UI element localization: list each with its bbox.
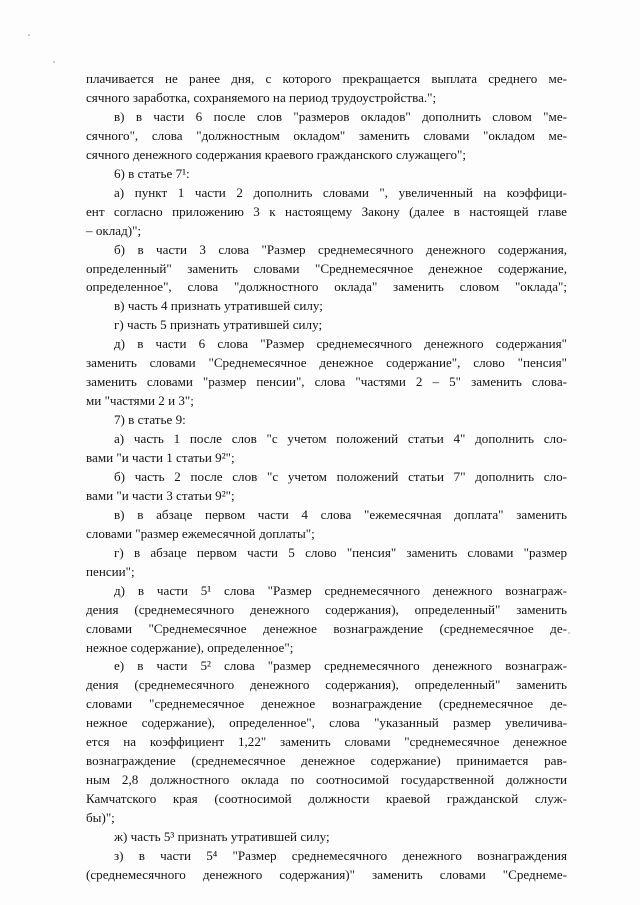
paragraph-line: словами "среднемесячное денежное вознаграждение (среднемесячное де- [86,696,567,712]
text-line [0,562,640,581]
text-line [0,145,640,164]
paragraph-line: дения (среднемесячного денежного содержания), определенный" заменить [86,601,567,617]
text-line [0,410,640,429]
text-line [0,505,640,524]
scan-speck [53,61,55,63]
text-line [0,448,640,467]
paragraph-line: сячного заработка, сохраняемого на период трудоустройства."; [86,89,437,105]
paragraph-line: сячного", слова "должностным окладом" заменить словами "окладом ме- [86,127,567,143]
text-line [0,353,640,372]
paragraph-first-line: 7) в статье 9: [114,412,186,428]
paragraph-line: ент согласно приложению 3 к настоящему Закону (далее в настоящей главе [86,203,567,219]
text-line [0,486,640,505]
paragraph-first-line: б) в части 3 слова "Размер среднемесячного денежного содержания, [114,241,567,257]
text-line [0,202,640,221]
text-line [0,656,640,675]
paragraph-line: вознаграждение (среднемесячное денежное содержание) принимается рав- [86,753,567,769]
scan-speck [28,34,30,36]
paragraph-line: заменить словами "Среднемесячное денежное содержание", слово "пенсия" [86,355,567,371]
text-line [0,600,640,619]
paragraph-first-line: 6) в статье 7¹: [114,165,190,181]
paragraph-line: ется на коэффициент 1,22" заменить словами "среднемесячное денежное [86,734,567,750]
paragraph-first-line: е) в части 5² слова "размер среднемесячного денежного вознаграж- [114,658,567,674]
paragraph-first-line: в) в части 6 после слов "размеров окладов" дополнить словом "ме- [114,108,567,124]
paragraph-line: ми "частями 2 и 3"; [86,393,194,409]
paragraph-line: словами "Среднемесячное денежное вознаграждение (среднемесячное де- [86,620,567,636]
paragraph-first-line: б) часть 2 после слов "с учетом положений статьи 7" дополнить сло- [114,468,567,484]
paragraph-line: заменить словами "размер пенсии", слова "частями 2 – 5" заменить слова- [86,374,567,390]
paragraph-line: вами "и части 1 статьи 9²"; [86,450,235,465]
text-line [0,429,640,448]
text-line [0,827,640,846]
paragraph-first-line: в) в абзаце первом части 4 слова "ежемесячная доплата" заменить [114,506,567,522]
text-line [0,808,640,827]
text-line [0,694,640,713]
paragraph-line: бы)"; [86,810,115,826]
text-line [0,713,640,732]
text-line [0,770,640,789]
paragraph-line: плачивается не ранее дня, с которого прекращается выплата среднего ме- [86,71,567,86]
text-line [0,751,640,770]
paragraph-first-line: з) в части 5⁴ "Размер среднемесячного денежного вознаграждения [114,847,567,863]
paragraph-first-line: в) часть 4 признать утратившей силу; [114,298,323,314]
text-line [0,619,640,638]
paragraph-line: нежное содержание), определенное"; [86,639,294,655]
text-line [0,88,640,107]
paragraph-line: (среднемесячного денежного содержания)" заменить словами "Среднеме- [86,866,567,882]
text-line [0,675,640,694]
text-line [0,581,640,600]
paragraph-first-line: г) часть 5 признать утратившей силу; [114,317,323,333]
text-line [0,259,640,278]
paragraph-line: словами "размер ежемесячной доплаты"; [86,525,315,541]
text-line [0,846,640,865]
text-line [0,183,640,202]
text-line [0,221,640,240]
text-line [0,296,640,315]
text-line [0,789,640,808]
text-line [0,467,640,486]
text-line [0,69,640,88]
text-line [0,126,640,145]
text-line [0,865,640,884]
text-line [0,372,640,391]
paragraph-line: определенный" заменить словами "Среднемесячное денежное содержание, [86,260,567,276]
paragraph-line: вами "и части 3 статьи 9²"; [86,487,235,503]
text-line [0,391,640,410]
text-line [0,543,640,562]
paragraph-first-line: а) пункт 1 части 2 дополнить словами ", увеличенный на коэффици- [114,184,567,200]
text-line [0,164,640,183]
text-line [0,638,640,657]
paragraph-first-line: ж) часть 5³ признать утратившей силу; [114,829,330,844]
text-line [0,107,640,126]
paragraph-line: определенное", слова "должностного оклада" заменить словом "оклада"; [86,279,567,295]
paragraph-first-line: а) часть 1 после слов "с учетом положений статьи 4" дополнить сло- [114,431,567,447]
text-line [0,524,640,543]
paragraph-line: Камчатского края (соотносимой должности краевой гражданской служ- [86,791,567,807]
paragraph-line: пенсии"; [86,563,135,579]
paragraph-line: нежное содержание), определенное", слова "указанный размер увеличива- [86,715,567,731]
text-line [0,334,640,353]
paragraph-first-line: г) в абзаце первом части 5 слово "пенсия" заменить словами "размер [114,544,567,560]
text-line [0,240,640,259]
paragraph-line: дения (среднемесячного денежного содержания), определенный" заменить [86,677,567,693]
paragraph-line: сячного денежного содержания краевого гражданского служащего"; [86,146,467,162]
text-line [0,315,640,334]
paragraph-line: ным 2,8 должностного оклада по соотносимой государственной должности [86,772,567,788]
paragraph-line: – оклад)"; [86,222,142,238]
paragraph-first-line: д) в части 6 слова "Размер среднемесячного денежного содержания" [114,336,567,352]
text-line [0,277,640,296]
text-line [0,732,640,751]
paragraph-first-line: д) в части 5¹ слова "Размер среднемесячного денежного вознаграж- [114,582,567,598]
